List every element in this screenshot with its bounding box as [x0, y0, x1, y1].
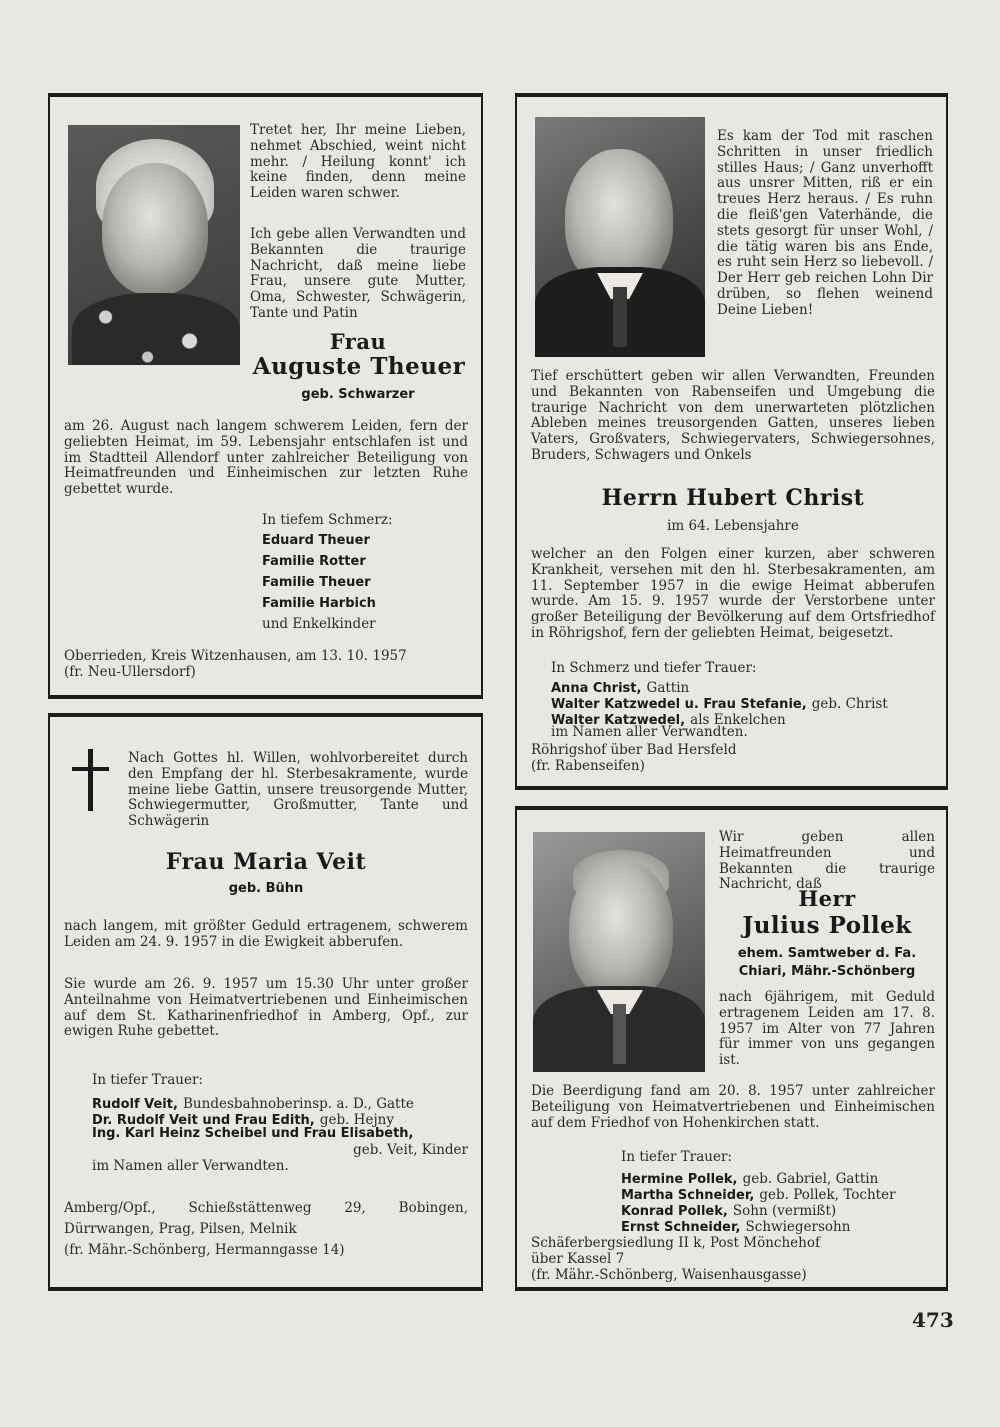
address-2-christ: (fr. Rabenseifen)	[531, 758, 645, 774]
poem-theuer: Tretet her, Ihr meine Lieben, nehmet Abschied, weint nicht mehr. / Heilung konnt' ich keine finden, denn meine Leiden waren schwer.	[250, 122, 466, 202]
mourner-1-pollek: Hermine Pollek, geb. Gabriel, Gattin	[621, 1171, 879, 1187]
mourner-1-christ: Anna Christ, Gattin	[551, 680, 690, 696]
mourner-3-veit: Ing. Karl Heinz Scheibel und Frau Elisabeth,	[92, 1126, 414, 1141]
name-christ: Herrn Hubert Christ	[601, 485, 865, 511]
age-christ: im 64. Lebensjahre	[667, 518, 799, 534]
mourner-4-veit: im Namen aller Verwandten.	[92, 1158, 289, 1174]
name-theuer: Auguste Theuer	[252, 353, 466, 380]
obituary-theuer	[48, 93, 483, 699]
address-2-pollek: über Kassel 7	[531, 1251, 625, 1267]
address-1-christ: Röhrigshof über Bad Hersfeld	[531, 742, 737, 758]
body-2-pollek: Die Beerdigung fand am 20. 8. 1957 unter zahlreicher Beteiligung von Heimatvertriebenen und Einheimischen auf dem Friedhof von Hohenkirchen statt.	[531, 1083, 935, 1131]
mourner-4-christ: im Namen aller Verwandten.	[551, 724, 748, 740]
portrait-photo-christ	[535, 117, 705, 357]
intro-pollek: Wir geben allen Heimatfreunden und Bekannten die traurige Nachricht, daß	[719, 829, 935, 893]
mourners-tail-theuer: und Enkelkinder	[262, 616, 376, 632]
name-veit: Frau Maria Veit	[165, 849, 367, 875]
address-2-theuer: (fr. Neu-Ullersdorf)	[64, 664, 196, 680]
mourner-2-christ: Walter Katzwedel u. Frau Stefanie, geb. Christ	[551, 696, 888, 712]
name-pollek: Julius Pollek	[742, 912, 912, 939]
obituary-veit	[48, 713, 483, 1291]
mourning-intro-theuer: In tiefem Schmerz:	[262, 512, 393, 528]
birth-name-theuer: geb. Schwarzer	[301, 387, 415, 402]
address-1-veit: Amberg/Opf., Schießstättenweg 29, Bobingen,	[64, 1200, 468, 1216]
body-1-pollek: nach 6jährigem, mit Geduld ertragenem Leiden am 17. 8. 1957 im Alter von 77 Jahren für immer von uns gegangen ist.	[719, 989, 935, 1069]
body-1-veit: nach langem, mit größter Geduld ertragenem, schwerem Leiden am 24. 9. 1957 in die Ewigkeit abberufen.	[64, 918, 468, 950]
mourner-2-pollek: Martha Schneider, geb. Pollek, Tochter	[621, 1187, 896, 1203]
portrait-photo-theuer	[68, 125, 240, 365]
mourner-3-pollek: Konrad Pollek, Sohn (vermißt)	[621, 1203, 837, 1219]
birth-name-veit: geb. Bühn	[228, 881, 304, 896]
mourner-1-theuer: Eduard Theuer	[262, 533, 370, 548]
address-1-pollek: Schäferbergsiedlung II k, Post Mönchehof	[531, 1235, 820, 1251]
mourning-intro-christ: In Schmerz und tiefer Trauer:	[551, 660, 757, 676]
mourning-intro-pollek: In tiefer Trauer:	[621, 1149, 732, 1165]
address-3-pollek: (fr. Mähr.-Schönberg, Waisenhausgasse)	[531, 1267, 807, 1283]
cross-bar	[72, 767, 109, 771]
cross-icon	[88, 749, 93, 811]
page-number: 473	[912, 1308, 954, 1332]
occupation-2-pollek: Chiari, Mähr.-Schönberg	[738, 964, 916, 979]
intro-christ: Tief erschüttert geben wir allen Verwandten, Freunden und Bekannten von Rabenseifen und Umgebung die traurige Nachricht von dem unerwarteten plötzlichen Ableben meines treusorgenden Gatten, unseres lieben Vaters, Großvaters, Schwiegervaters, Schwiegersohnes, Bruders, Schwagers und Onkels	[531, 368, 935, 463]
mourner-3-theuer: Familie Theuer	[262, 575, 371, 590]
body-theuer: am 26. August nach langem schwerem Leiden, fern der geliebten Heimat, im 59. Lebensjahr entschlafen ist und im Stadtteil Allendorf unter zahlreicher Beteiligung von Heimatfreunden und Einheimischen zur letzten Ruhe gebettet wurde.	[64, 418, 468, 498]
body-christ: welcher an den Folgen einer kurzen, aber schweren Krankheit, versehen mit den hl. Sterbesakramenten, am 11. September 1957 in die ewige Heimat abberufen wurde. Am 15. 9. 1957 wurde der Verstorbene unter großer Beteiligung der Bevölkerung auf dem Ortsfriedhof in Röhrigshof, fern der geliebten Heimat, beigesetzt.	[531, 546, 935, 641]
occupation-1-pollek: ehem. Samtweber d. Fa.	[737, 946, 917, 961]
mourner-3-christ: Walter Katzwedel, als Enkelchen	[551, 712, 786, 728]
title-pollek: Herr	[798, 886, 856, 911]
portrait-photo-pollek	[533, 832, 705, 1072]
mourner-4-theuer: Familie Harbich	[262, 596, 376, 611]
mourning-intro-veit: In tiefer Trauer:	[92, 1072, 203, 1088]
address-2-veit: Dürrwangen, Prag, Pilsen, Melnik	[64, 1221, 297, 1237]
mourner-3-rest-veit: geb. Veit, Kinder	[353, 1142, 468, 1158]
mourner-4-pollek: Ernst Schneider, Schwiegersohn	[621, 1219, 851, 1235]
address-1-theuer: Oberrieden, Kreis Witzenhausen, am 13. 10. 1957	[64, 648, 407, 664]
intro-veit: Nach Gottes hl. Willen, wohlvorbereitet durch den Empfang der hl. Sterbesakramente, wurde meine liebe Gattin, unsere treusorgende Mutter, Schwiegermutter, Großmutter, Tante und Schwägerin	[128, 750, 468, 830]
obituary-pollek	[515, 806, 948, 1291]
address-3-veit: (fr. Mähr.-Schönberg, Hermanngasse 14)	[64, 1242, 345, 1258]
title-theuer: Frau	[329, 329, 387, 354]
mourner-1-veit: Rudolf Veit, Bundesbahnoberinsp. a. D., Gatte	[92, 1096, 414, 1112]
intro-theuer: Ich gebe allen Verwandten und Bekannten die traurige Nachricht, daß meine liebe Frau, unsere gute Mutter, Oma, Schwester, Schwägerin, Tante und Patin	[250, 226, 466, 321]
poem-christ: Es kam der Tod mit raschen Schritten in unser friedlich stilles Haus; / Ganz unverhofft aus unsrer Mitten, riß er ein treues Herz heraus. / Es ruhn die fleiß'gen Vaterhände, die stets gesorgt für unser Wohl, / die tätig waren bis ans Ende, es ruht sein Herz so liebevoll. / Der Herr geb reichen Lohn Dir drüben, so flehen weinend Deine Lieben!	[717, 128, 933, 318]
obituary-christ	[515, 93, 948, 790]
mourner-2-theuer: Familie Rotter	[262, 554, 366, 569]
mourner-2-veit: Dr. Rudolf Veit und Frau Edith, geb. Hejny	[92, 1112, 394, 1128]
body-2-veit: Sie wurde am 26. 9. 1957 um 15.30 Uhr unter großer Anteilnahme von Heimatvertriebenen und Einheimischen auf dem St. Katharinenfriedhof in Amberg, Opf., zur ewigen Ruhe gebettet.	[64, 976, 468, 1040]
